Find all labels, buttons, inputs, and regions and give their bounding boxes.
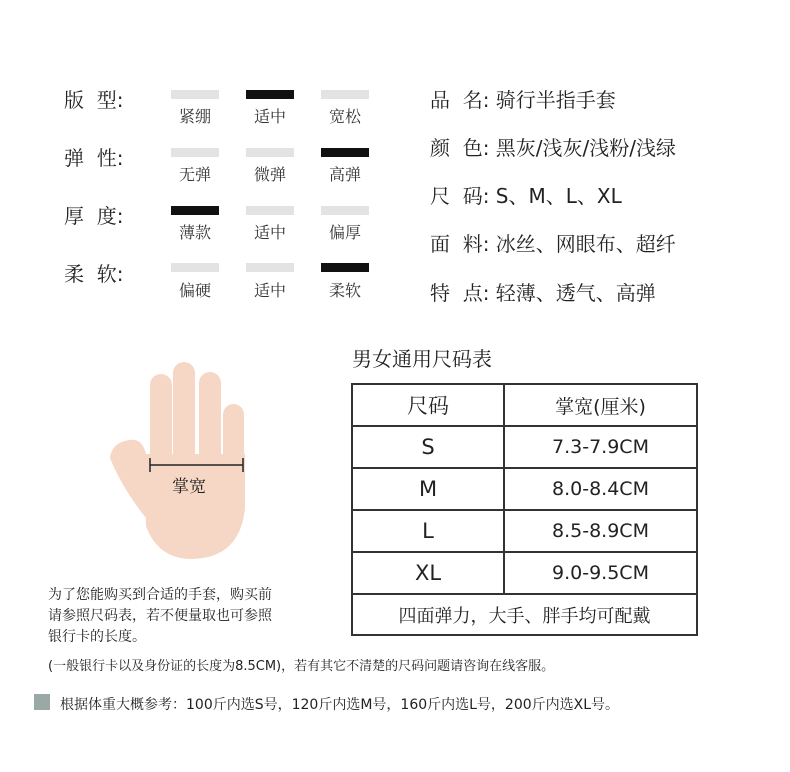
info-name: 品 名: 骑行半指手套 <box>430 88 616 112</box>
table-row <box>353 553 696 595</box>
info-size: 尺 码: S、M、L、XL <box>430 184 622 208</box>
note-line-1: 为了您能购买到合适的手套，购买前 <box>48 587 272 603</box>
hand-illustration <box>100 358 260 560</box>
info-material: 面 料: 冰丝、网眼布、超纤 <box>430 232 676 256</box>
size-cell: L <box>353 511 505 551</box>
fit-option-1: 紧绷 <box>178 107 211 126</box>
palm-width-label: 掌宽 <box>172 477 206 497</box>
elasticity-option-3: 高弹 <box>328 165 361 184</box>
softness-bar-1 <box>171 263 219 272</box>
weight-reference: 根据体重大概参考：100斤内选S号，120斤内选M号，160斤内选L号，200斤内选XL号。 <box>60 697 620 713</box>
fit-bar-1 <box>171 90 219 99</box>
table-row <box>353 469 696 511</box>
attr-label-softness: 柔 软: <box>64 262 124 286</box>
attr-label-thickness: 厚 度: <box>64 204 124 228</box>
attr-label-fit: 版 型: <box>64 88 124 112</box>
note-line-2: 请参照尺码表，若不便量取也可参照 <box>48 608 272 624</box>
thickness-option-2: 适中 <box>253 223 286 242</box>
note-line-4: (一般银行卡以及身份证的长度为8.5CM)，若有其它不清楚的尺码问题请咨询在线客服。 <box>48 659 555 674</box>
width-cell: 7.3-7.9CM <box>552 436 649 458</box>
bullet-square-icon <box>34 694 50 710</box>
size-cell: M <box>353 469 505 509</box>
table-footer: 四面弹力，大手、胖手均可配戴 <box>398 606 651 627</box>
width-cell: 8.0-8.4CM <box>552 478 649 500</box>
note-line-3: 银行卡的长度。 <box>48 629 146 645</box>
elasticity-bar-2 <box>246 148 294 157</box>
width-cell: 8.5-8.9CM <box>552 520 649 542</box>
fit-option-2: 适中 <box>253 107 286 126</box>
thickness-option-1: 薄款 <box>178 223 211 242</box>
fit-option-3: 宽松 <box>328 107 361 126</box>
header-palm-width: 掌宽(厘米) <box>555 395 646 418</box>
elasticity-option-1: 无弹 <box>178 165 211 184</box>
elasticity-bar-1 <box>171 148 219 157</box>
softness-bar-3 <box>321 263 369 272</box>
size-table <box>351 383 698 636</box>
info-color: 颜 色: 黑灰/浅灰/浅粉/浅绿 <box>430 136 677 160</box>
width-cell: 9.0-9.5CM <box>552 562 649 584</box>
thickness-bar-2 <box>246 206 294 215</box>
size-cell: XL <box>353 553 505 593</box>
softness-option-2: 适中 <box>253 281 286 300</box>
elasticity-bar-3 <box>321 148 369 157</box>
softness-option-3: 柔软 <box>328 281 361 300</box>
table-row <box>353 427 696 469</box>
softness-option-1: 偏硬 <box>178 281 211 300</box>
thickness-bar-1 <box>171 206 219 215</box>
info-features: 特 点: 轻薄、透气、高弹 <box>430 281 656 305</box>
header-size: 尺码 <box>353 385 505 425</box>
attr-label-elasticity: 弹 性: <box>64 146 124 170</box>
size-cell: S <box>353 427 505 467</box>
elasticity-option-2: 微弹 <box>253 165 286 184</box>
palm-width-marker <box>100 358 260 560</box>
table-row <box>353 511 696 553</box>
fit-bar-3 <box>321 90 369 99</box>
thickness-bar-3 <box>321 206 369 215</box>
table-header-row <box>353 385 696 427</box>
fit-bar-2 <box>246 90 294 99</box>
thickness-option-3: 偏厚 <box>328 223 361 242</box>
size-table-title: 男女通用尺码表 <box>352 347 492 371</box>
softness-bar-2 <box>246 263 294 272</box>
